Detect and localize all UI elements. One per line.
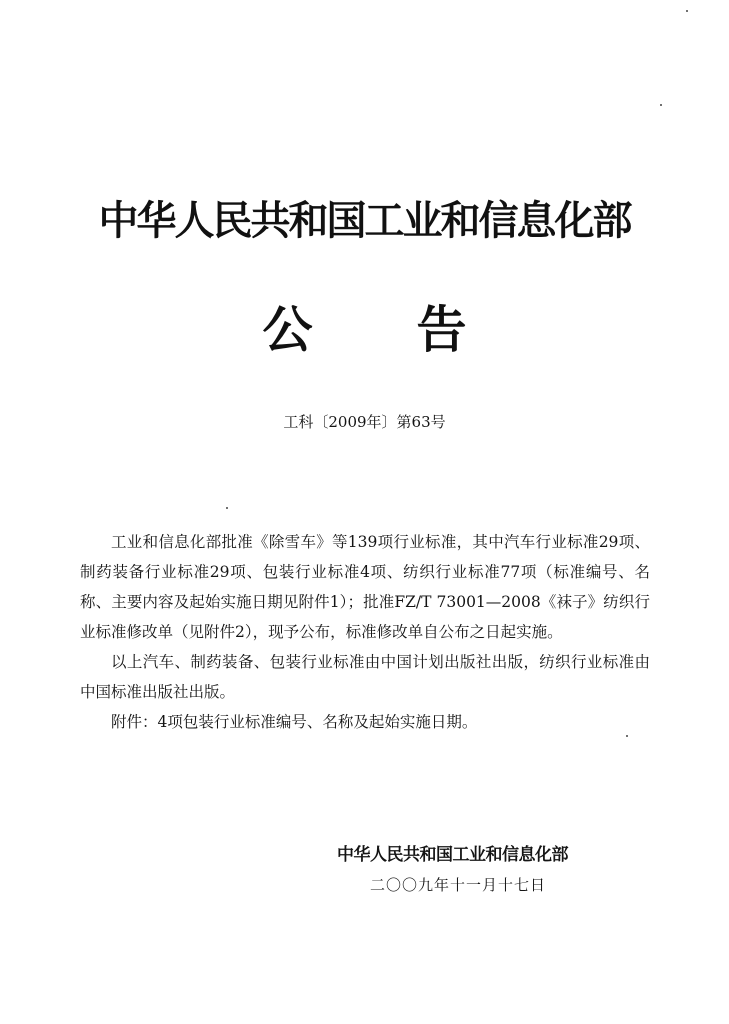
signature-date: 二〇〇九年十一月十七日 — [370, 876, 547, 894]
scan-speck — [686, 10, 688, 12]
body-paragraph-3: 附件：4项包装行业标准编号、名称及起始实施日期。 — [111, 713, 478, 731]
document-type-heading — [0, 300, 729, 360]
body-paragraph-2: 以上汽车、制药装备、包装行业标准由中国计划出版社出版，纺织行业标准由中国标准出版社出版。 — [80, 653, 650, 701]
doc-type-char-2: 告 — [416, 301, 467, 359]
signature-organization: 中华人民共和国工业和信息化部 — [337, 845, 568, 865]
announcement-body — [80, 527, 650, 737]
scan-speck — [226, 507, 228, 509]
scan-speck — [626, 735, 628, 737]
doc-type-char-1: 公 — [262, 301, 313, 359]
issuing-organization-title: 中华人民共和国工业和信息化部 — [98, 198, 631, 244]
document-number: 工科〔2009年〕第63号 — [283, 413, 446, 431]
scan-speck — [660, 104, 662, 106]
body-paragraph-1: 工业和信息化部批准《除雪车》等139项行业标准，其中汽车行业标准29项、制药装备行业标准29项、包装行业标准4项、纺织行业标准77项（标准编号、名称、主要内容及起始实施日期见附件1）；批准FZ/T 73001—2008《袜子》纺织行业标准修改单（见附件2），现予公布，标准修改单自公布之日起实施。 — [80, 533, 650, 641]
